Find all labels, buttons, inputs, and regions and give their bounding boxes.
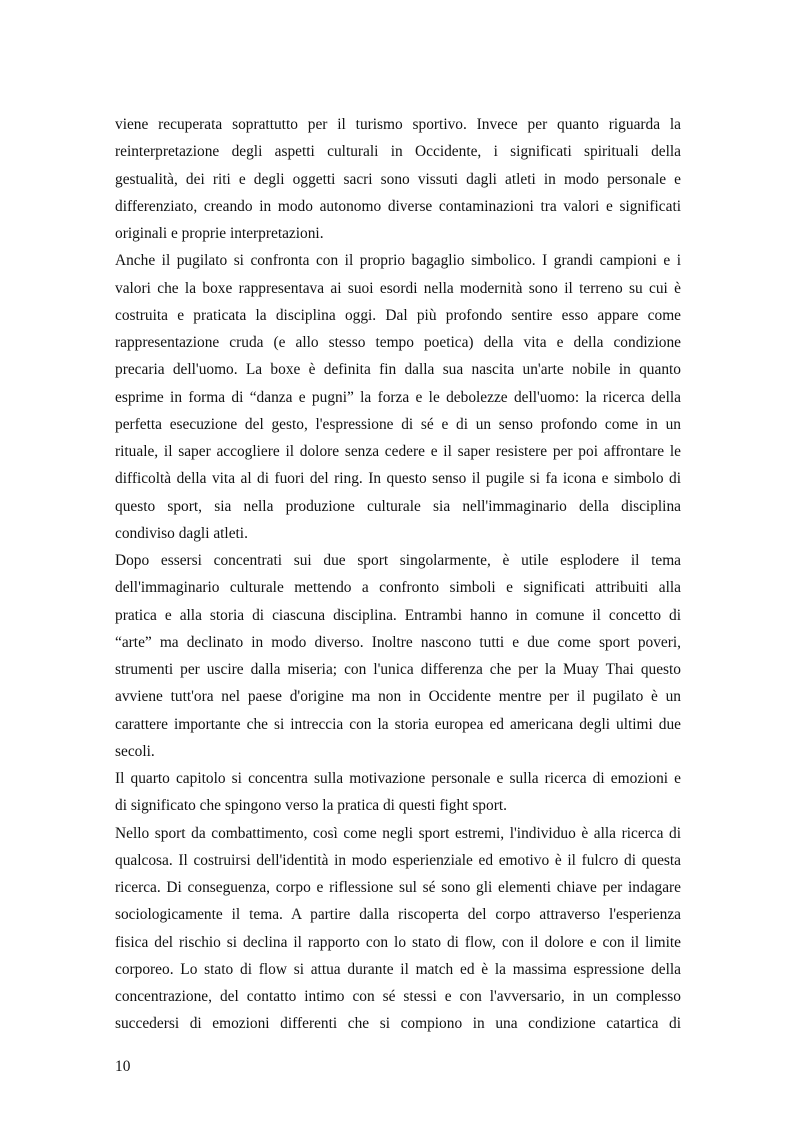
paragraph-combat-sport-identity [115,820,681,1038]
text-line: originali e proprie interpretazioni. [115,225,324,242]
text-line: avviene tutt'ora nel paese d'origine ma non in Occidente mentre per il pugilato è un [115,688,681,706]
text-line: perfetta esecuzione del gesto, l'espressione di sé e di un senso profondo come in un [115,415,681,433]
text-line: Il quarto capitolo si concentra sulla motivazione personale e sulla ricerca di emozioni e [115,770,681,787]
text-line: concentrazione, del contatto intimo con sé stessi e con l'avversario, in un complesso [115,988,681,1005]
text-line: questo sport, sia nella produzione culturale sia nell'immaginario della disciplina [115,497,681,515]
text-line: secoli. [115,742,155,760]
text-line: carattere importante che si intreccia con la storia europea ed americana degli ultimi due [115,715,681,733]
text-line: difficoltà della vita al di fuori del ring. In questo senso il pugile si fa icona e simbolo di [115,470,681,488]
text-line: condiviso dagli atleti. [115,524,248,542]
text-line: succedersi di emozioni differenti che si compiono in una condizione catartica di [115,1015,681,1033]
text-line: valori che la boxe rappresentava ai suoi esordi nella modernità sono il terreno su cui è [115,279,681,297]
text-line: Nello sport da combattimento, così come negli sport estremi, l'individuo è alla ricerca di [115,824,681,842]
paragraph-fourth-chapter [115,765,681,820]
text-line: gestualità, dei riti e degli oggetti sacri sono vissuti dagli atleti in modo personale e [115,170,681,188]
text-line: pratica e alla storia di ciascuna disciplina. Entrambi hanno in comune il concetto di [115,606,681,624]
text-line: di significato che spingono verso la pratica di questi fight sport. [115,797,507,815]
paragraph-boxing-symbolism [115,247,681,547]
text-line: rappresentazione cruda (e allo stesso tempo poetica) della vita e della condizione [115,334,681,351]
text-line: strumenti per uscire dalla miseria; con l'unica differenza che per la Muay Thai questo [115,661,681,678]
text-line: corporeo. Lo stato di flow si attua durante il match ed è la massima espressione della [115,960,681,978]
text-line: differenziato, creando in modo autonomo diverse contaminazioni tra valori e significati [115,197,681,215]
page-body [115,111,681,1038]
text-line: qualcosa. Il costruirsi dell'identità in modo esperienziale ed emotivo è il fulcro di questa [115,851,681,869]
text-line: rituale, il saper accogliere il dolore senza cedere e il saper resistere per poi affrontare le [115,443,681,460]
paragraph-comparison [115,547,681,765]
text-line: viene recuperata soprattutto per il turismo sportivo. Invece per quanto riguarda la [115,116,681,133]
text-line: reinterpretazione degli aspetti culturali in Occidente, i significati spirituali della [115,143,681,161]
text-line: Anche il pugilato si confronta con il proprio bagaglio simbolico. I grandi campioni e i [115,252,681,270]
text-line: costruita e praticata la disciplina oggi. Dal più profondo sentire esso appare come [115,306,681,324]
text-line: ricerca. Di conseguenza, corpo e riflessione sul sé sono gli elementi chiave per indagare [115,879,681,896]
text-line: dell'immaginario culturale mettendo a confronto simboli e significati attribuiti alla [115,579,681,597]
text-line: esprime in forma di “danza e pugni” la forza e le debolezze dell'uomo: la ricerca della [115,388,681,406]
page-number: 10 [115,1058,131,1075]
text-line: precaria dell'uomo. La boxe è definita fin dalla sua nascita un'arte nobile in quanto [115,361,681,379]
paragraph-muay-thai-reinterpretation [115,111,681,247]
text-line: Dopo essersi concentrati sui due sport singolarmente, è utile esplodere il tema [115,552,681,569]
text-line: fisica del rischio si declina il rapporto con lo stato di flow, con il dolore e con il limite [115,933,681,951]
text-line: sociologicamente il tema. A partire dalla riscoperta del corpo attraverso l'esperienza [115,906,681,924]
text-line: “arte” ma declinato in modo diverso. Inoltre nascono tutti e due come sport poveri, [115,633,681,651]
